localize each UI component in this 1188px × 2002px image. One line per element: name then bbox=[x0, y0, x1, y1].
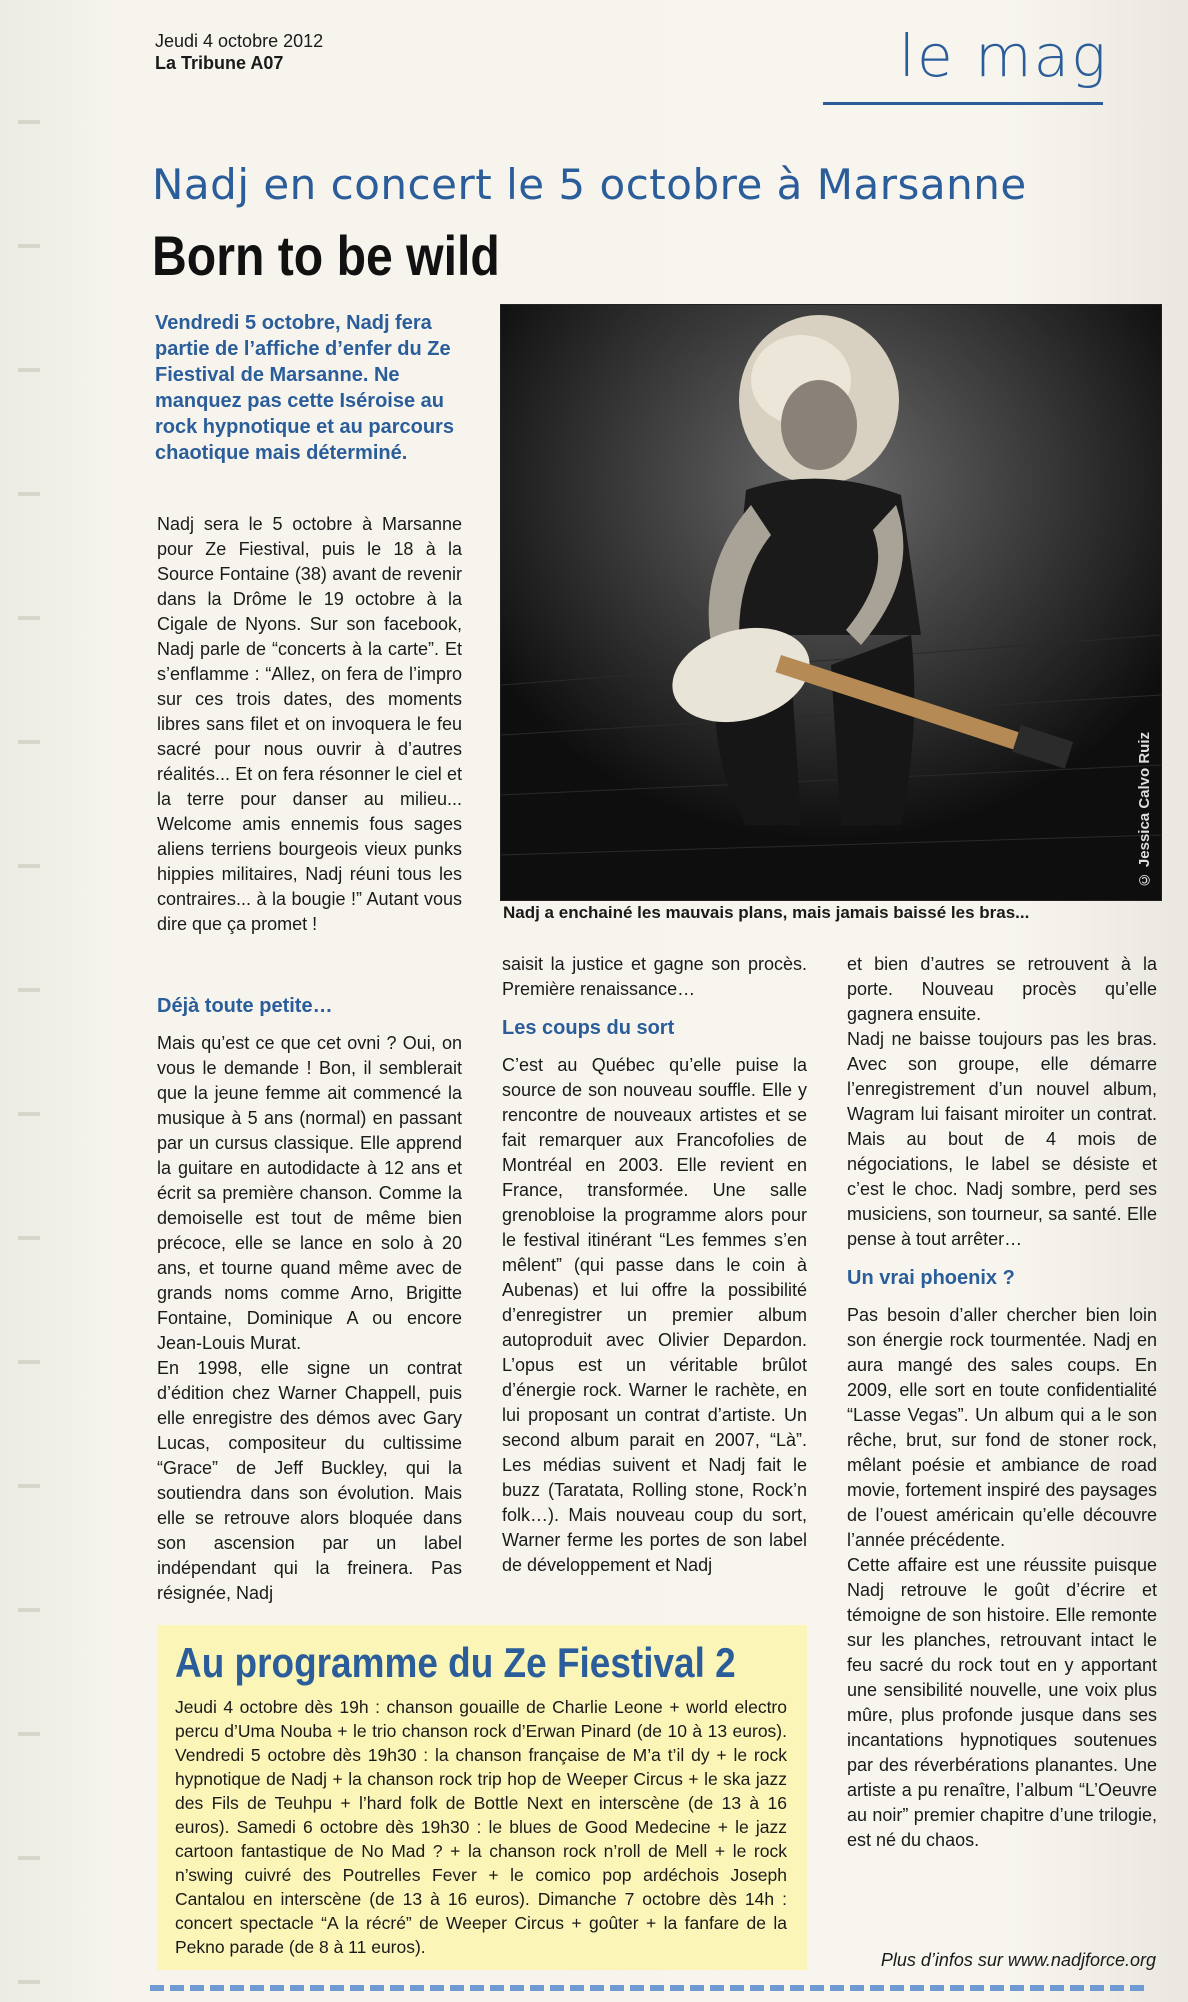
page-number: La Tribune A07 bbox=[155, 53, 284, 73]
dateline bbox=[155, 30, 323, 74]
article-paragraph: C’est au Québec qu’elle puise la source de son nouveau souffle. Elle y rencontre de nouveaux artistes et se fait remarquer aux Francofolies de Montréal en 2003. Elle revient en France, transformée. Une salle grenobloise la programme alors pour le festival itinérant “Les femmes s’en mêlent” (qui passe dans le coin à Aubenas) et lui offre la possibilité d’enregistrer un premier album autoproduit avec Olivier Depardon. L’opus est un véritable brûlot d’énergie rock. Warner le rachète, en lui proposant un contrat d’artiste. Un second album parait en 2007, “Là”. Les médias suivent et Nadj fait le buzz (Taratata, Rolling stone, Rock’n folk…). Mais nouveau coup du sort, Warner ferme les portes de son label de développement et Nadj bbox=[502, 1055, 807, 1575]
photo-credit: © Jessica Calvo Ruiz bbox=[1136, 731, 1153, 888]
subheading: Déjà toute petite… bbox=[157, 995, 333, 1017]
article-paragraph: Cette affaire est une réussite puisque Nadj retrouve le goût d’écrire et témoigne de son histoire. Elle remonte sur les planches, retrouvant intact le feu sacré du rock tout en y apportant une sensibilité nouvelle, une voix plus mûre, plus profonde jusque dans ses incantations hypnotiques soutenues par des réverbérations planantes. Une artiste a pu renaître, l’album “L’Oeuvre au noir” premier chapitre d’une trilogie, est né du chaos. bbox=[847, 1555, 1157, 1850]
issue-date: Jeudi 4 octobre 2012 bbox=[155, 31, 324, 51]
article-column-1-continued bbox=[157, 976, 462, 1606]
article-paragraph: et bien d’autres se retrouvent à la porte. Nouveau procès qu’elle gagnera ensuite. bbox=[847, 954, 1157, 1024]
subheading: Un vrai phoenix ? bbox=[847, 1267, 1015, 1289]
photo-illustration bbox=[501, 305, 1161, 900]
section-title: le mag bbox=[898, 22, 1108, 90]
article-lead: Vendredi 5 octobre, Nadj fera partie de l’affiche d’enfer du Ze Fiestival de Marsanne. Ne manquez pas cette Iséroise au rock hypnotique et au parcours chaotique mais déterminé. bbox=[155, 312, 454, 464]
programme-title: Au programme du Ze Fiestival 2 bbox=[175, 1639, 736, 1686]
article-paragraph: Pas besoin d’aller chercher bien loin son énergie rock tourmentée. Nadj en aura mangé des sales coups. En 2009, elle sort en toute confidentialité “Lasse Vegas”. Un album qui a le son rêche, brut, sur fond de stoner rock, mêlant poésie et ambiance de road movie, fortement inspiré des paysages de l’ouest américain qu’elle découvre l’année précédente. bbox=[847, 1305, 1157, 1550]
article-column-3 bbox=[847, 952, 1157, 1853]
article-paragraph: saisit la justice et gagne son procès. Première renaissance… bbox=[502, 954, 807, 999]
article-paragraph: En 1998, elle signe un contrat d’édition chez Warner Chappell, puis elle enregistre des démos avec Gary Lucas, compositeur du cultissime “Grace” de Jeff Buckley, qui la soutiendra dans son évolution. Mais elle se retrouve alors bloquée dans son ascension par un label indépendant qui la freinera. Pas résignée, Nadj bbox=[157, 1358, 462, 1603]
article-column-1 bbox=[157, 512, 462, 937]
article-paragraph: Mais qu’est ce que cet ovni ? Oui, on vous le demande ! Bon, il semblerait que la jeune femme ait commencé la musique à 5 ans (normal) en passant par un cursus classique. Elle apprend la guitare en autodidacte à 12 ans et écrit sa première chanson. Comme la demoiselle est tout de même bien précoce, elle se lance en solo à 20 ans, et tourne quand même avec de grands noms comme Arno, Brigitte Fontaine, Dominique A ou encore Jean-Louis Murat. bbox=[157, 1033, 462, 1353]
binding-holes bbox=[18, 0, 40, 2002]
subheading: Les coups du sort bbox=[502, 1017, 675, 1039]
programme-box bbox=[157, 1625, 807, 1970]
article-photo bbox=[500, 304, 1162, 901]
photo-caption: Nadj a enchainé les mauvais plans, mais jamais baissé les bras... bbox=[503, 903, 1030, 922]
section-underline bbox=[823, 102, 1103, 105]
more-info-link[interactable]: Plus d’infos sur www.nadjforce.org bbox=[880, 1950, 1156, 1970]
programme-text: Jeudi 4 octobre dès 19h : chanson gouaille de Charlie Leone + world electro percu d’Uma Nouba + le trio chanson rock d’Erwan Pinard (de 10 à 13 euros). Vendredi 5 octobre dès 19h30 : la chanson française de M’a t’il dy + le rock hypnotique de Nadj + la chanson rock trip hop de Weeper Circus + le ska jazz des Fils de Teuhpu + l’hard folk de Bottle Next en interscène (de 13 à 16 euros). Samedi 6 octobre dès 19h30 : le blues de Good Medecine + le jazz cartoon fantastique de No Mad ? + la chanson rock n’roll de Mell + le rock n’swing cuivré des Poutrelles Fever + le comico pop ardéchois Joseph Cantalou en interscène (de 13 à 16 euros). Dimanche 7 octobre dès 14h : concert spectacle “A la récré” de Weeper Circus + goûter + la fanfare de la Pekno parade (de 8 à 11 euros). bbox=[175, 1697, 787, 1957]
article-kicker: Nadj en concert le 5 octobre à Marsanne bbox=[152, 160, 1027, 209]
article-paragraph: Nadj sera le 5 octobre à Marsanne pour Ze Fiestival, puis le 18 à la Source Fontaine (38) avant de revenir dans la Drôme le 19 octobre à la Cigale de Nyons. Sur son facebook, Nadj parle de “concerts à la carte”. Et s’enflamme : “Allez, on fera de l’impro sur ces trois dates, des moments libres sans filet et on invoquera le feu sacré pour nous ouvrir à d’autres réalités... Et on fera résonner le ciel et la terre pour danser au milieu... Welcome amis ennemis fous sages aliens terriens bourgeois vieux punks hippies militaires, Nadj réuni tous les contraires... à la bougie !” Autant vous dire que ça promet ! bbox=[157, 514, 462, 934]
article-paragraph: Nadj ne baisse toujours pas les bras. Avec son groupe, elle démarre l’enregistrement d’un nouvel album, Wagram lui faisant miroiter un contrat. Mais au bout de 4 mois de négociations, le label se désiste et c’est le choc. Nadj sombre, perd ses musiciens, son tourneur, sa santé. Elle pense à tout arrêter… bbox=[847, 1029, 1157, 1249]
article-headline: Born to be wild bbox=[152, 224, 500, 287]
bottom-rule bbox=[150, 1985, 1150, 1991]
article-column-2 bbox=[502, 952, 807, 1578]
